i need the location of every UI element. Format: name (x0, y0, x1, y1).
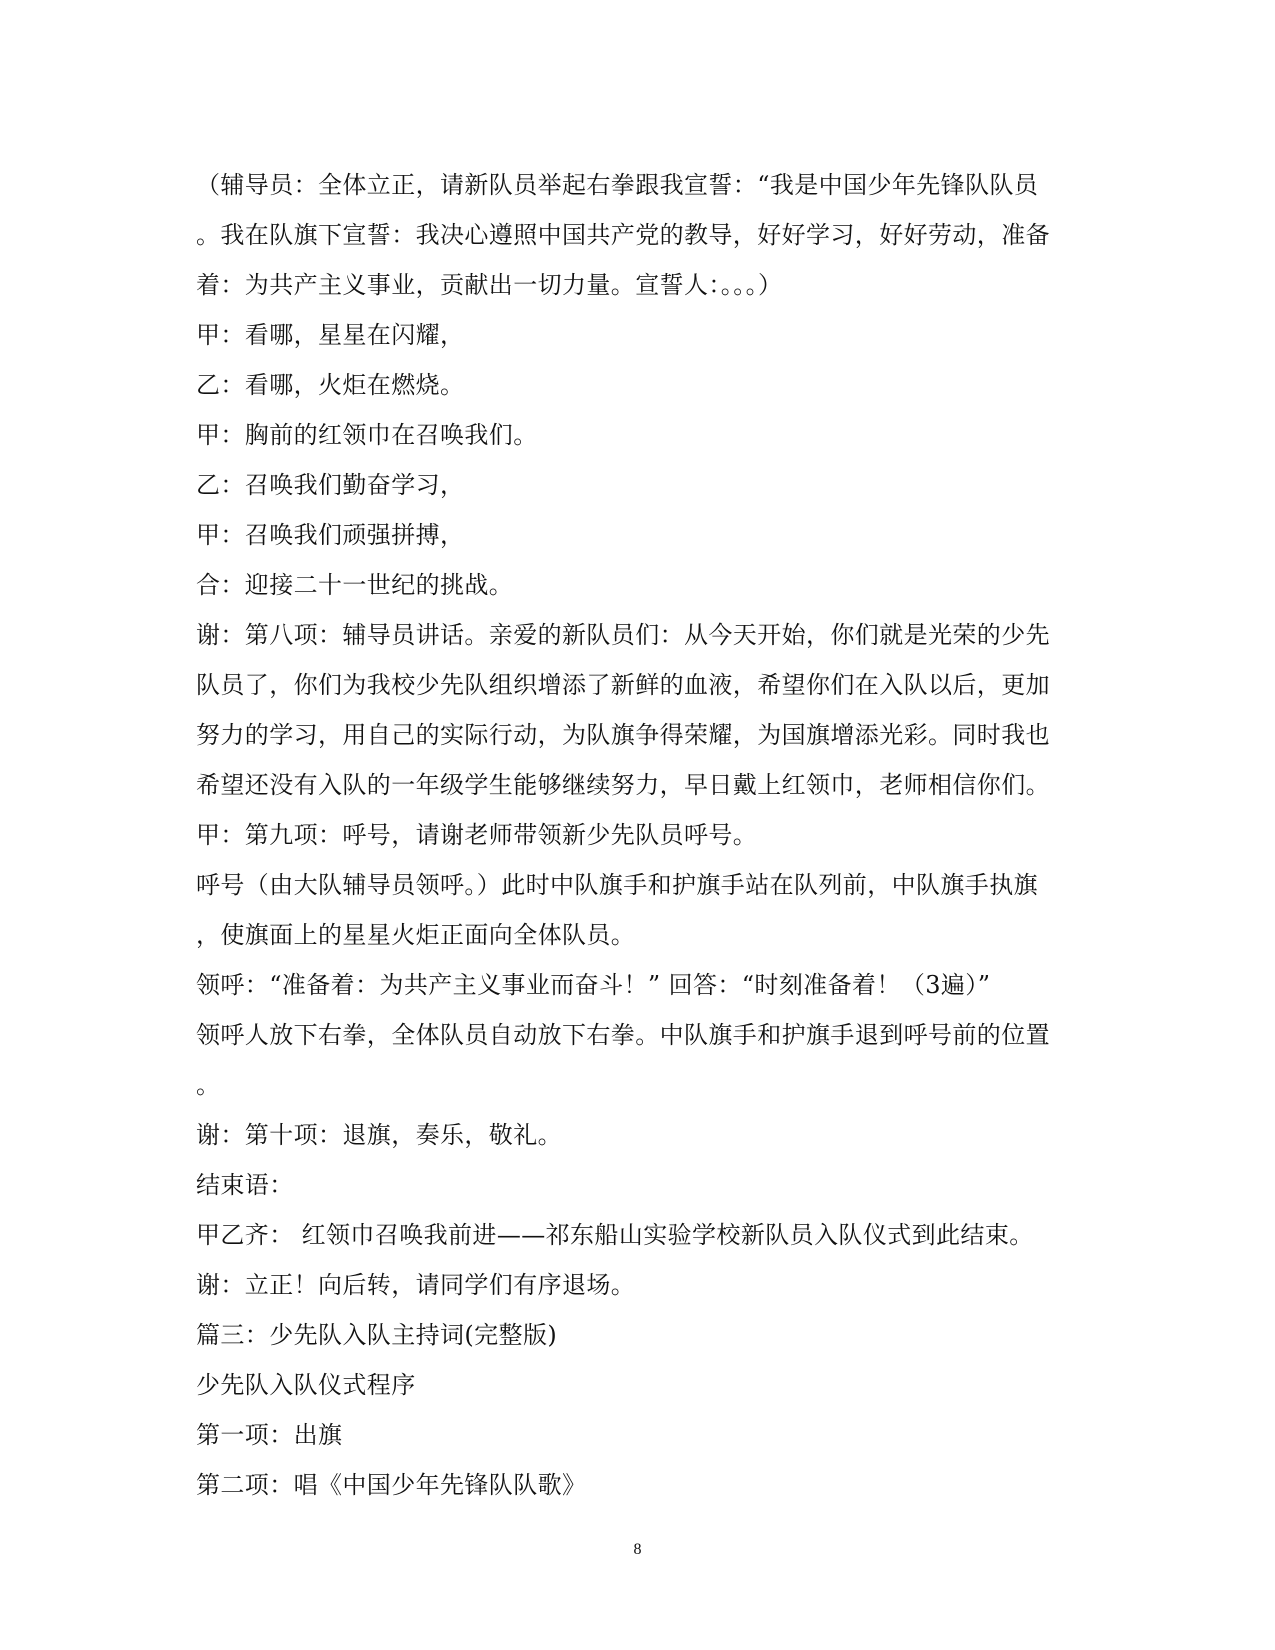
page-number: 8 (633, 1541, 642, 1558)
text-line: 着：为共产主义事业，贡献出一切力量。宣誓人：。。。） (196, 271, 783, 299)
text-line: 努力的学习，用自己的实际行动，为队旗争得荣耀，为国旗增添光彩。同时我也 (196, 721, 1050, 749)
text-line: 谢：第十项：退旗，奏乐，敬礼。 (196, 1121, 562, 1149)
text-line: 少先队入队仪式程序 (196, 1371, 416, 1399)
text-line: 乙：召唤我们勤奋学习， (196, 471, 465, 499)
text-line: 第二项：唱《中国少年先锋队队歌》 (196, 1471, 587, 1499)
text-line: 呼号（由大队辅导员领呼。）此时中队旗手和护旗手站在队列前，中队旗手执旗 (196, 871, 1038, 899)
text-line: 谢：第八项：辅导员讲话。亲爱的新队员们：从今天开始，你们就是光荣的少先 (196, 621, 1050, 649)
text-line: 领呼：“准备着：为共产主义事业而奋斗！” 回答：“时刻准备着！（3遍）” (196, 971, 991, 999)
text-line: 乙：看哪，火炬在燃烧。 (196, 371, 465, 399)
text-line: 希望还没有入队的一年级学生能够继续努力，早日戴上红领巾，老师相信你们。 (196, 771, 1050, 799)
text-line: 第一项：出旗 (196, 1421, 343, 1449)
document-body (196, 160, 1076, 1510)
text-line: （辅导员：全体立正，请新队员举起右拳跟我宣誓：“我是中国少年先锋队队员 (196, 171, 1039, 199)
text-line: ，使旗面上的星星火炬正面向全体队员。 (196, 921, 636, 949)
text-line: 甲乙齐： 红领巾召唤我前进——祁东船山实验学校新队员入队仪式到此结束。 (196, 1221, 1034, 1249)
text-line: 队员了，你们为我校少先队组织增添了新鲜的血液，希望你们在入队以后，更加 (196, 671, 1050, 699)
text-line: 。我在队旗下宣誓：我决心遵照中国共产党的教导，好好学习，好好劳动，准备 (196, 221, 1050, 249)
text-line: 谢：立正！向后转，请同学们有序退场。 (196, 1271, 636, 1299)
text-line: 甲：召唤我们顽强拼搏， (196, 521, 465, 549)
text-line: 。 (196, 1071, 221, 1099)
text-line: 领呼人放下右拳，全体队员自动放下右拳。中队旗手和护旗手退到呼号前的位置 (196, 1021, 1050, 1049)
section-heading: 篇三：少先队入队主持词(完整版) (196, 1321, 558, 1349)
text-line: 甲：胸前的红领巾在召唤我们。 (196, 421, 538, 449)
text-line: 结束语： (196, 1171, 294, 1199)
text-line: 合：迎接二十一世纪的挑战。 (196, 571, 514, 599)
text-line: 甲：看哪，星星在闪耀， (196, 321, 465, 349)
text-line: 甲：第九项：呼号，请谢老师带领新少先队员呼号。 (196, 821, 758, 849)
